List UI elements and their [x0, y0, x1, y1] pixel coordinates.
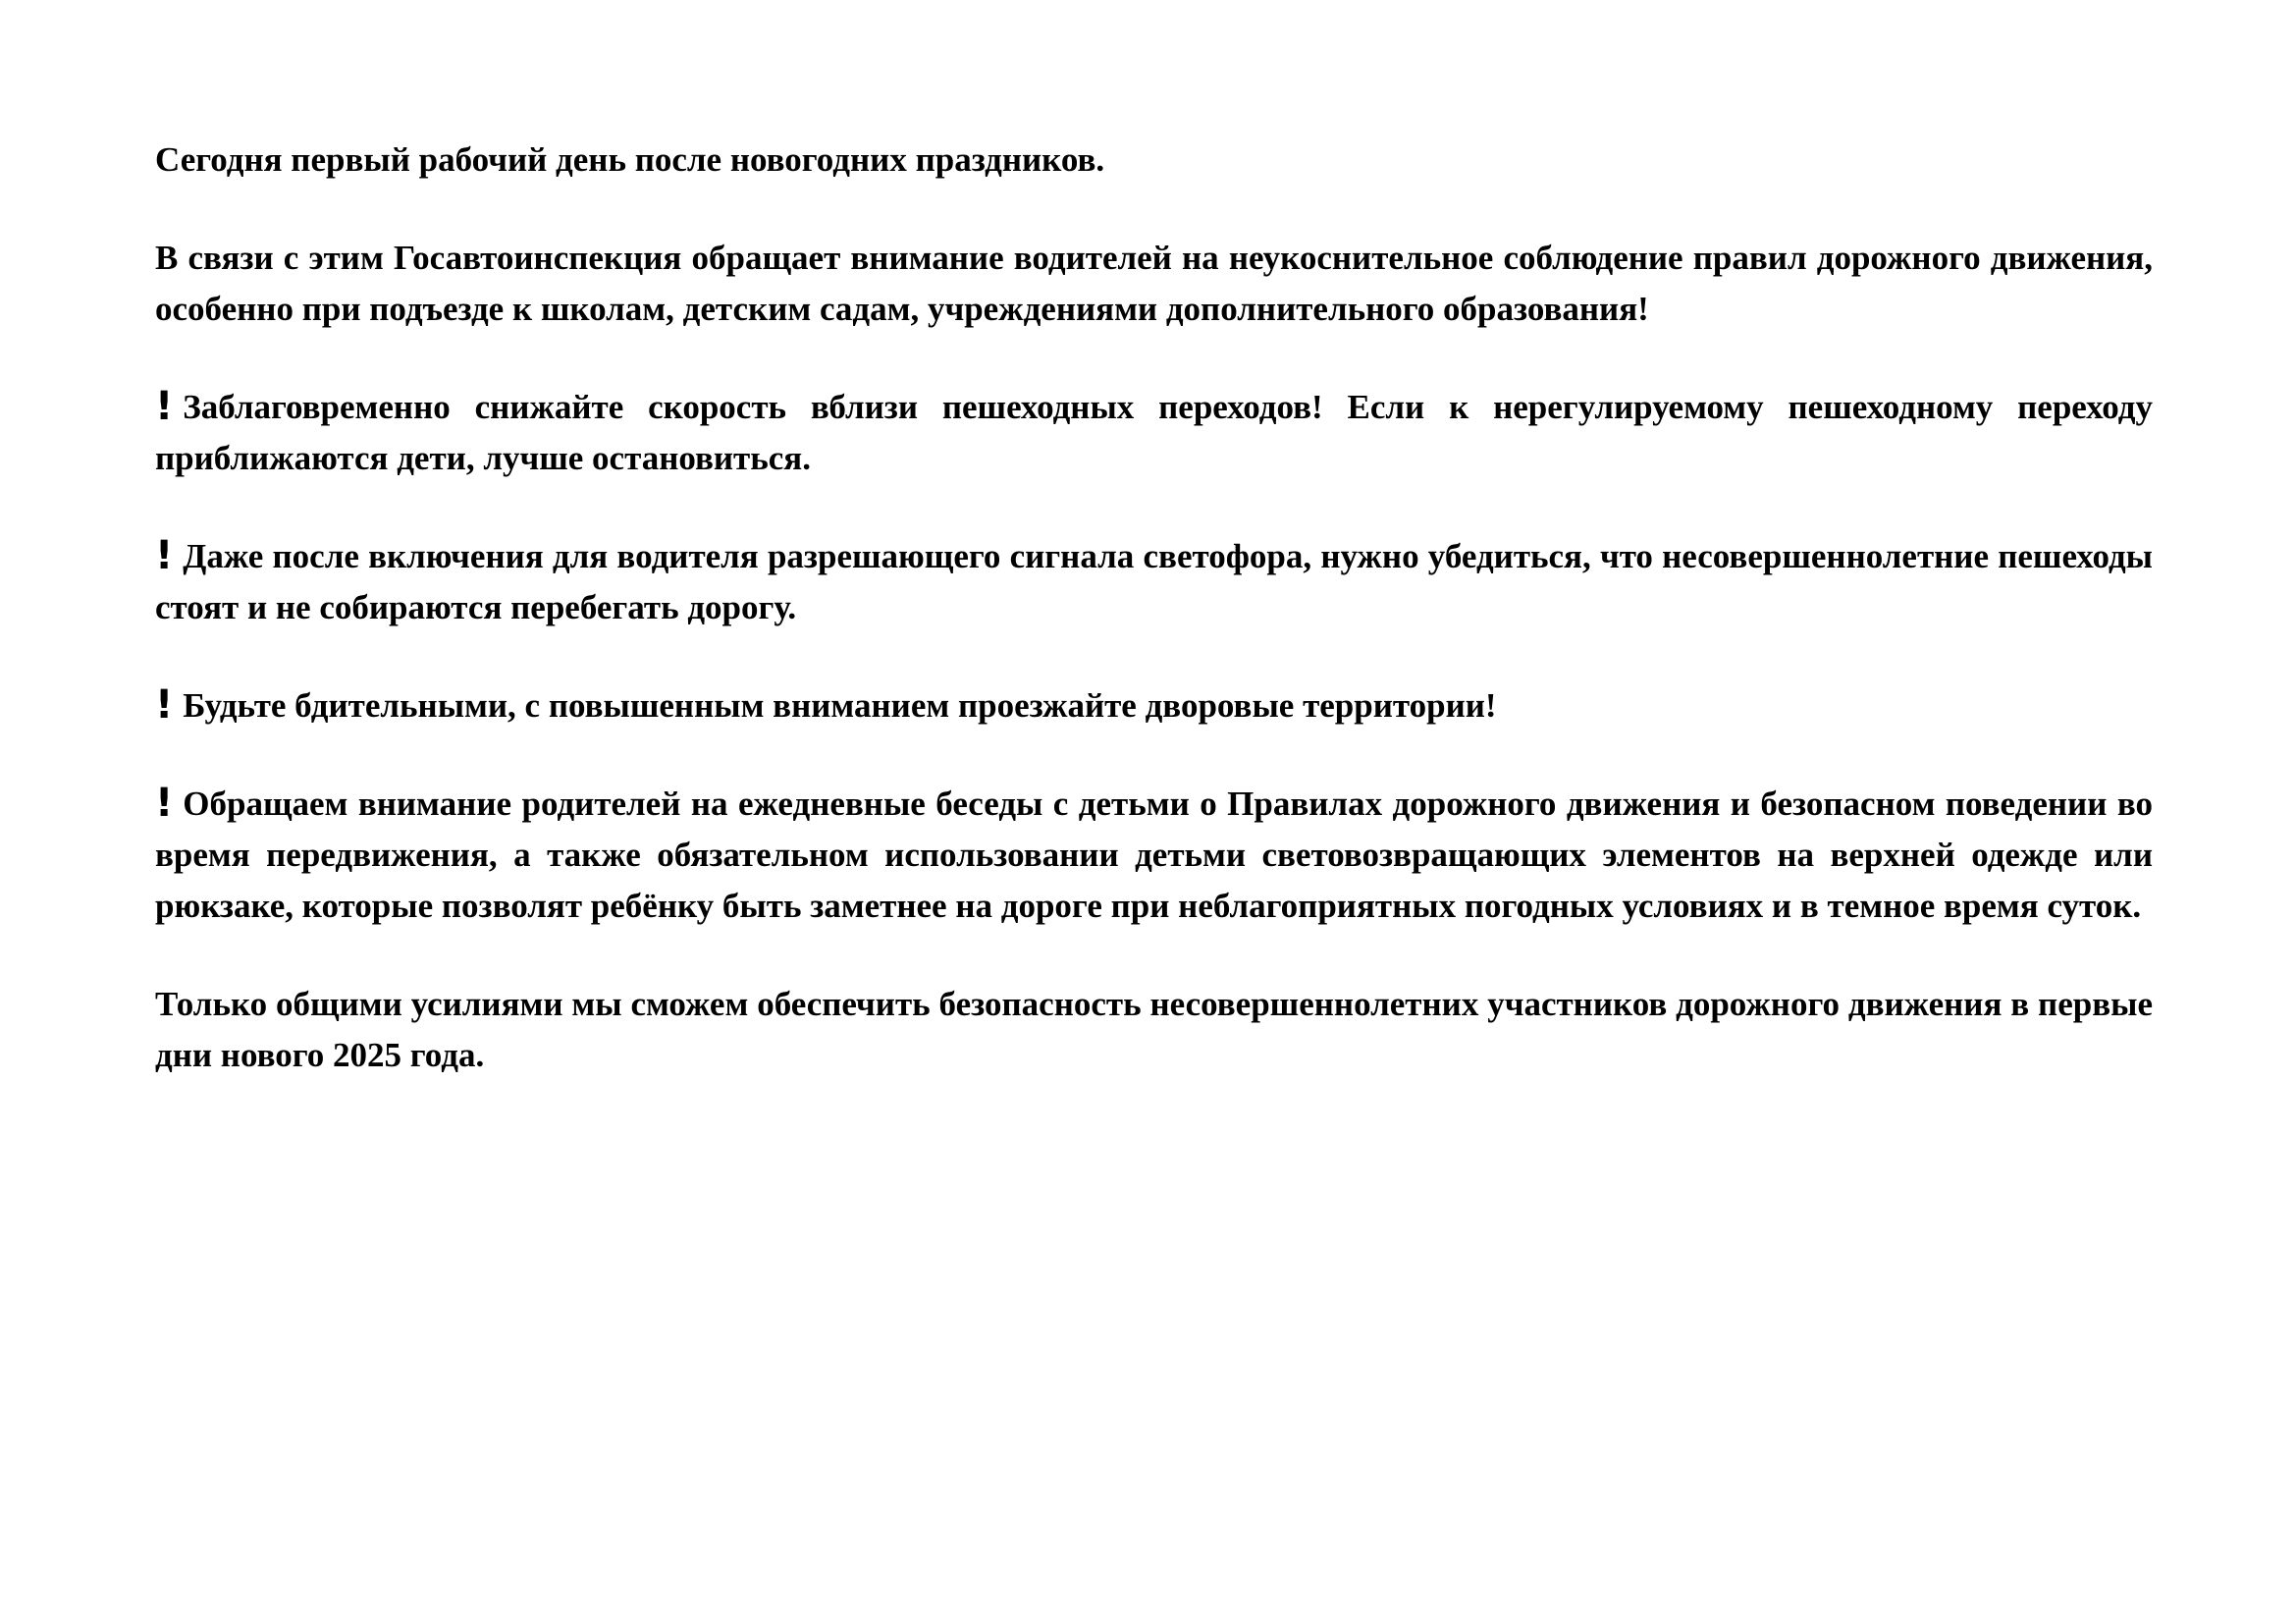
- paragraph-text: Заблаговременно снижайте скорость вблизи пешеходных переходов! Если к нерегулируемому пешеходному переходу приближаются дети, лучше остановиться.: [155, 388, 2153, 477]
- paragraph-text: Только общими усилиями мы сможем обеспечить безопасность несовершеннолетних участников дорожного движения в первые дни нового 2025 года.: [155, 985, 2153, 1074]
- exclamation-icon: !: [155, 682, 174, 728]
- paragraph-text: Обращаем внимание родителей на ежедневные беседы с детьми о Правилах дорожного движения и безопасном поведении во время передвижения, а также обязательном использовании детьми световозвращающих элементов на верхней одежде или рюкзаке, которые позволят ребёнку быть заметнее на дороге при неблагоприятных погодных условиях и в темное время суток.: [155, 785, 2153, 925]
- paragraph-traffic-light: [155, 531, 2153, 633]
- paragraph-text: Будьте бдительными, с повышенным вниманием проезжайте дворовые территории!: [183, 686, 1497, 725]
- paragraph-text: Сегодня первый рабочий день после новогодних праздников.: [155, 140, 1105, 179]
- paragraph-yards: [155, 680, 2153, 731]
- document-body: [155, 135, 2153, 1081]
- exclamation-icon: !: [155, 533, 174, 578]
- paragraph-text: В связи с этим Госавтоинспекция обращает внимание водителей на неукоснительное соблюдение правил дорожного движения, особенно при подъезде к школам, детским садам, учреждениями дополнительного образования!: [155, 239, 2153, 328]
- paragraph-intro: [155, 135, 2153, 186]
- paragraph-text: Даже после включения для водителя разрешающего сигнала светофора, нужно убедиться, что несовершеннолетние пешеходы стоят и не собираются перебегать дорогу.: [155, 537, 2153, 626]
- paragraph-parents: [155, 779, 2153, 932]
- exclamation-icon: !: [155, 384, 174, 429]
- exclamation-icon: !: [155, 781, 174, 826]
- paragraph-speed-warning: [155, 382, 2153, 484]
- paragraph-closing: [155, 979, 2153, 1081]
- paragraph-appeal: [155, 233, 2153, 335]
